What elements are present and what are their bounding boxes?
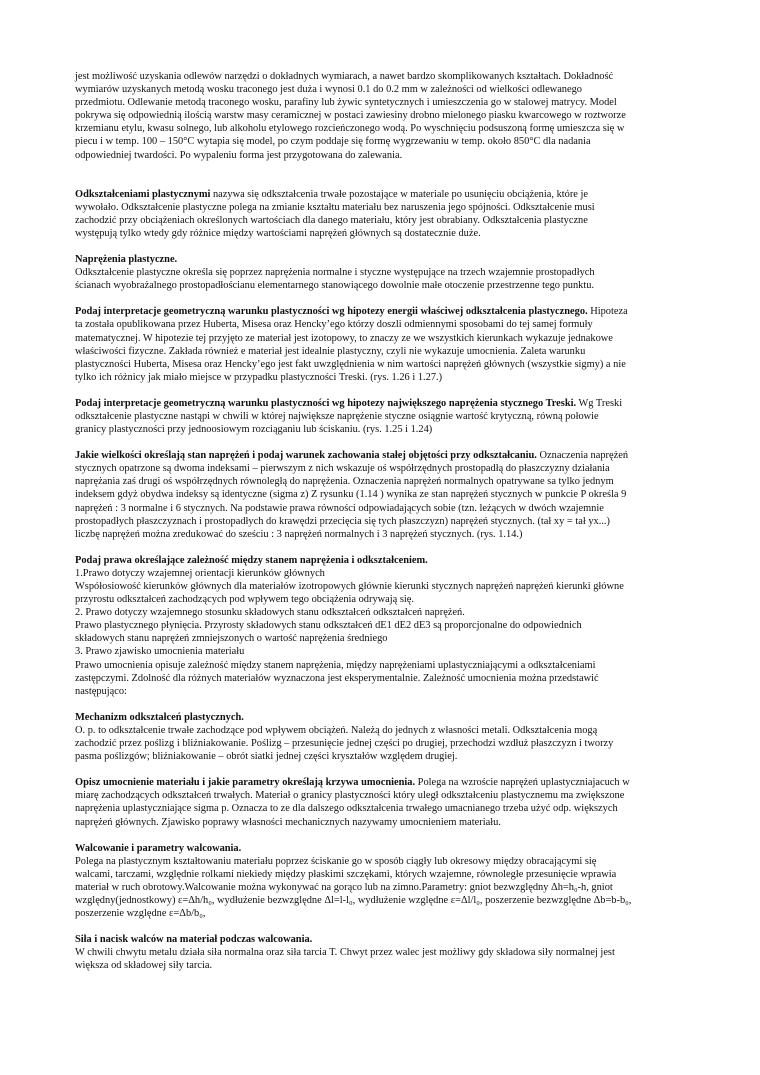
text-line: matematycznej. W hipotezie tej przyjęto ze materiał jest izotopowy, to znaczy ze we wszystkich kierunkach wykazuje jednakowe [75,332,613,344]
text-line: składowych stanu naprężeń zmniejszonych o wartość naprężenia średniego [75,633,388,645]
text-line: prostopadłych płaszczyznach i prostopadłych do krawędzi przecięcia się tych płaszczyzn) naprężeń stycznych. (tał xy = tał yx...) [75,515,610,527]
text-line: względny(jednostkowy) ε=Δh/h₀, wydłużenie bezwzględne Δl=l-l₀, wydłużenie względne ε=Δl/l₀, poszerzenie bezwzględne Δb=b-b₀, [75,894,632,906]
text-line: granicy plastyczności przy jednoosiowym rozciąganiu lub ściskaniu. (rys. 1.25 i 1.24) [75,424,433,436]
text-line [75,397,689,410]
text-fragment: Wg Treski [576,397,623,409]
text-line: piecu i w temp. 100 – 150°C wytapia się model, po czym poddaje się formę wygrzewaniu w temp. około 850°C dla nadania [75,136,591,148]
text-line: wymiarów uzyskanych metodą wosku traconego jest duża i wynosi 0.1 do 0.2 mm w zależności od wielkości odlewanego [75,84,582,96]
section-heading: Walcowanie i parametry walcowania. [75,842,242,854]
section-heading: Jakie wielkości określają stan naprężeń i podaj warunek zachowania stałej objętości przy odkształcaniu. [75,450,537,462]
paragraph-tresca [75,397,689,436]
text-line: naprężeń : 3 normalne i 6 stycznych. Na podstawie prawa równości odpowiadających sobie (tzn. leżących w dwóch wzajemnie [75,502,604,514]
text-line: ścianach wyobrażalnego prostopadłościanu elementarnego stanowiącego dowolnie małe otoczenie przestrzenne tego punktu. [75,280,595,292]
text-line: następująco: [75,685,127,697]
text-line: przedmiotu. Odlewanie metodą traconego wosku, parafiny lub żywic syntetycznych i umieszczenia go w stalowej matrycy. Model [75,97,617,109]
text-line: naprężania zaś drugi oś współrzędnych równoległą do naprężenia. Oznaczenia naprężeń normalnych opatrywane sa tylko jednym [75,476,614,488]
section-heading: Odkształceniami plastycznymi [75,188,211,200]
text-line: 1.Prawo dotyczy wzajemnej orientacji kierunków głównych [75,567,325,579]
text-line: Prawo umocnienia opisuje zależność między stanem naprężenia, między naprężeniami uplastyczniającymi a odkształceniami [75,659,596,671]
text-line: zachodzić przy obciążeniach określonych wartościach dla danego materiału, który jest obrabiany. Odkształcenia plastyczne [75,214,588,226]
text-line: 3. Prawo zjawisko umocnienia materiału [75,646,245,658]
text-line: Polega na plastycznym kształtowaniu materiału poprzez ściskanie go w sposób ciągły lub okresowy między obracającymi się [75,855,597,867]
text-line: odkształcenie plastyczne nastąpi w chwili w której największe naprężenie styczne osiągnie wartość krytyczną, równą połowie [75,410,599,422]
section-heading: Podaj interpretacje geometryczną warunku plastyczności wg hipotezy największego naprężenia stycznego Treski. [75,397,577,409]
section-heading: Podaj interpretacje geometryczną warunku plastyczności wg hipotezy energii właściwej odkształcenia plastycznego. [75,306,588,318]
text-line: występują tylko wtedy gdy różnice między wartościami naprężeń głównych są dostatecznie duże. [75,227,481,239]
text-line: zachodzić przez poślizg i bliźniakowanie. Poślizg – przesunięcie jednej części po drugiej, przechodzi wzdłuż płaszczyzn i tworzy [75,738,614,750]
document-page [75,70,689,985]
text-line: ta została opublikowana przez Huberta, Misesa oraz Hencky’ego którzy doszli odmiennymi sposobami do tej samej formuły [75,319,593,331]
text-line [75,776,689,789]
paragraph-strain-hardening [75,776,689,828]
paragraph-roll-force [75,933,689,972]
text-line: indeksem gdyż obydwa indeksy są identyczne (sigma z) Z rysunku (1.14 ) wynika ze stan naprężeń stycznych w punkcie P określa 9 [75,489,627,501]
text-line: tylko ich różnicy jak miało miejsce w przypadku plastyczności Treski. (rys. 1.26 i 1.27.) [75,371,443,383]
text-line: O. p. to odkształcenie trwałe zachodzące pod wpływem obciążeń. Należą do jednych z własności metali. Odkształcenia mogą [75,724,598,736]
text-line: jest możliwość uzyskania odlewów narzędzi o dokładnych wymiarach, a nawet bardzo skomplikowanych kształtach. Dokładność [75,71,614,82]
text-line: 2. Prawo dotyczy wzajemnego stosunku składowych stanu odkształceń odkształceń naprężeń. [75,607,465,619]
text-line: liczbę naprężeń można zredukować do sześciu : 3 naprężeń normalnych i 3 naprężeń stycznych. (rys. 1.14.) [75,528,523,540]
text-line: walcami, tarczami, względnie rolkami niekiedy między płaskimi szczękami, których wzajemne, równoległe przesunięcie wprawia [75,868,617,880]
text-line: przyrostu odkształceń zachodzących pod wpływem tego obciążenia odrywają się. [75,594,415,606]
text-line: plastyczności Huberta, Misesa oraz Hencky’ego jest fakt uwzględnienia w nim wartości naprężeń głównych (wszystkie sigmy) a nie [75,358,626,370]
section-heading: Mechanizm odkształceń plastycznych. [75,711,244,723]
paragraph-lost-wax-casting [75,70,689,162]
paragraph-plastic-deformation [75,188,689,240]
text-fragment: Oznaczenia naprężeń [536,450,629,462]
paragraph-huber-mises-hencky [75,305,689,384]
paragraph-rolling [75,842,689,921]
text-line: wywołało. Odkształcenie plastyczne polega na zmianie kształtu materiału bez naruszenia jego spójności. Odkształcenie musi [75,201,595,213]
text-line: krzemianu etylu, kwasu solnego, lub alkoholu etylowego rozcieńczonego wodą. Po wyschnięciu podsuszoną formę umieszcza się w [75,123,625,135]
text-line: zastępczymi. Zdolność dla różnych materiałów wyznaczona jest eksperymentalnie. Zależność umocnienia można przedstawić [75,672,599,684]
text-line [75,305,689,318]
text-line: miarę zachodzących odkształceń trwałych. Materiał o granicy plastyczności który uległ odkształceniu plastycznemu ma zwiększone [75,790,625,802]
text-fragment: nazywa się odkształcenia trwałe pozostające w materiale po usunięciu obciążenia, które je [210,188,589,200]
section-heading: Opisz umocnienie materiału i jakie parametry określają krzywa umocnienia. [75,777,416,789]
text-line: pokrywa się odpowiednią ilością warstw masy ceramicznej w postaci zawiesiny drobno mielonego piasku kwarcowego w roztworze [75,110,626,122]
text-fragment: Hipoteza [587,306,628,318]
section-heading: Naprężenia plastyczne. [75,254,178,266]
text-line: Odkształcenie plastyczne określa się poprzez naprężenia normalne i styczne występujące na trzech wzajemnie prostopadłych [75,267,595,279]
paragraph-plastic-stresses [75,253,689,292]
text-line: Współosiowość kierunków głównych dla materiałów izotropowych głównie kierunki stycznych naprężeń naprężeń kierunki główne [75,581,624,592]
text-line [75,188,689,201]
paragraph-deformation-mechanism [75,711,689,763]
text-line: naprężenia uplastyczniające sigma p. Oznacza to ze dla dalszego odkształcenia trwałego umacnianego trzeba użyć odp. większych [75,803,618,815]
text-line [75,449,689,462]
paragraph-stress-strain-laws [75,554,689,698]
text-line: poszerzenie względne ε=Δb/b₀, [75,908,206,920]
text-line: materiał w ruch obrotowy.Walcowanie można wykonywać na gorąco lub na zimno.Parametry: gniot bezwzględny Δh=h₀-h, gniot [75,881,613,893]
text-line: Prawo plastycznego płynięcia. Przyrosty składowych stanu odkształceń dE1 dE2 dE3 są proporcjonalne do odpowiednich [75,620,582,632]
text-line: odpowiedniej twardości. Po wypaleniu forma jest przygotowana do zalewania. [75,149,403,161]
paragraph-stress-state [75,449,689,541]
text-line: właściwości fizyczne. Zakłada również e materiał jest idealnie plastyczny, czyli nie wykazuje umocnienia. Zaleta warunku [75,345,586,357]
text-line: większa od składowej siły tarcia. [75,960,213,972]
text-line: pasma poślizgów; bliźniakowanie – obrót siatki jednej części kryształów względem drugiej. [75,751,458,763]
section-heading: Siła i nacisk walców na materiał podczas walcowania. [75,934,313,946]
text-line: naprężeń głównych. Zjawisko poprawy własności mechanicznych nazywamy umocnieniem materiału. [75,816,501,828]
text-line: stycznych opatrzone są dwoma indeksami – pierwszym z nich wskazuje oś współrzędnych prostopadłą do płaszczyzny działania [75,463,610,475]
text-fragment: Polega na wzroście naprężeń uplastyczniajacuch w [415,777,630,789]
text-line: W chwili chwytu metalu działa siła normalna oraz siła tarcia T. Chwyt przez walec jest możliwy gdy składowa siły normalnej jest [75,947,615,959]
section-heading: Podaj prawa określające zależność między stanem naprężenia i odkształceniem. [75,554,428,566]
